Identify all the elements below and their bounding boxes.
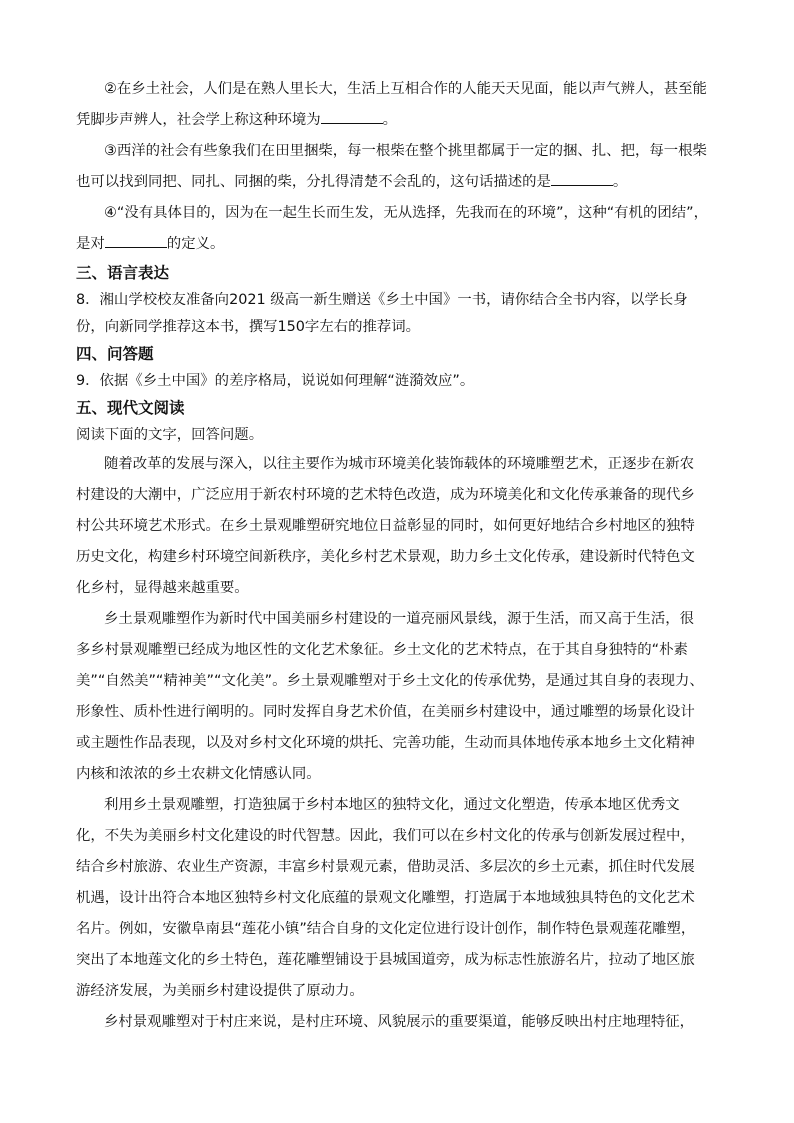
- section-heading: 三、语言表达: [76, 264, 170, 282]
- section-heading: 五、现代文阅读: [76, 399, 185, 417]
- q9-line: 9．依据《乡土中国》的差序格局，说说如何理解“涟漪效应”。: [76, 373, 475, 389]
- q7-item3-text: ③西洋的社会有些象我们在田里捆柴，每一根柴在整个挑里都属于一定的捆、扎、把，每一根柴: [104, 143, 707, 159]
- answer-blank[interactable]: [321, 109, 383, 124]
- paragraph-4: [76, 1007, 718, 1038]
- paragraph-2: [76, 604, 718, 790]
- paragraph-line: 村公共环境艺术形式。在乡土景观雕塑研究地位日益彰显的同时，如何更好地结合乡村地区的独特: [76, 518, 695, 534]
- paragraph-line: 或主题性作品表现，以及对乡村文化环境的烘托、完善功能，生动而具体地传承本地乡土文化精神: [76, 735, 695, 751]
- paragraph-line: 名片。例如，安徽阜南县“莲花小镇”结合自身的文化定位进行设计创作，制作特色景观莲花雕塑，: [76, 921, 696, 937]
- paragraph-line: 历史文化，构建乡村环境空间新秩序，美化乡村艺术景观，助力乡土文化传承，建设新时代特色文: [76, 549, 695, 565]
- q7-item4-line1: [76, 198, 718, 229]
- paragraph-line: 化乡村，显得越来越重要。: [76, 580, 249, 596]
- paragraph-line: 突出了本地莲文化的乡土特色，莲花雕塑铺设于县城国道旁，成为标志性旅游名片，拉动了地区旅: [76, 952, 695, 968]
- q8-line1: 8．湘山学校校友准备向2021 级高一新生赠送《乡土中国》一书，请你结合全书内容，以学长身: [76, 292, 688, 308]
- q7-item3-line1: [76, 136, 718, 167]
- document-page: [76, 74, 718, 1038]
- paragraph-line: 村建设的大潮中，广泛应用于新农村环境的艺术特色改造，成为环境美化和文化传承兼备的现代乡: [76, 487, 695, 503]
- answer-blank[interactable]: [105, 233, 167, 248]
- q7-item4-post: 的定义。: [166, 236, 225, 252]
- paragraph-line: 内核和浓浓的乡土农耕文化情感认同。: [76, 766, 321, 782]
- paragraph-3: [76, 790, 718, 1007]
- paragraph-line: 形象性、质朴性进行阐明的。同时发挥自身艺术价值，在美丽乡村建设中，通过雕塑的场景化设计: [76, 704, 695, 720]
- paragraph-line: 化，不失为美丽乡村文化建设的时代智慧。因此，我们可以在乡村文化的传承与创新发展过程中，: [76, 828, 695, 844]
- answer-blank[interactable]: [551, 171, 613, 186]
- q7-item2-line2: [76, 105, 718, 136]
- paragraph-line: 结合乡村旅游、农业生产资源，丰富乡村景观元素，借助灵活、多层次的乡土元素，抓住时代发展: [76, 859, 695, 875]
- q7-item3-line2: [76, 167, 718, 198]
- paragraph-line: 机遇，设计出符合本地区独特乡村文化底蕴的景观文化雕塑，打造属于本地域独具特色的文化艺术: [76, 890, 695, 906]
- paragraph-1: [76, 449, 718, 604]
- paragraph-line: 游经济发展，为美丽乡村建设提供了原动力。: [76, 983, 364, 999]
- paragraph-line: 利用乡土景观雕塑，打造独属于乡村本地区的独特文化，通过文化塑造，传承本地区优秀文: [104, 797, 680, 813]
- q7-item2-text-cont: 凭脚步声辨人，社会学上称这种环境为: [76, 112, 321, 128]
- q7-item4-pre: 是对: [76, 236, 105, 252]
- section-heading: 四、问答题: [76, 345, 154, 363]
- paragraph-line: 乡村景观雕塑对于村庄来说，是村庄环境、风貌展示的重要渠道，能够反映出村庄地理特征，: [104, 1014, 695, 1030]
- paragraph-line: 美”“自然美”“精神美”“文化美”。乡土景观雕塑对于乡土文化的传承优势，是通过其自身的表现力、: [76, 673, 704, 689]
- q7-item4-line2: [76, 229, 718, 260]
- q7-item2-end: 。: [382, 112, 398, 128]
- q7-item3-end: 。: [612, 174, 628, 190]
- q8-line2: 份，向新同学推荐这本书，撰写150字左右的推荐词。: [76, 319, 421, 335]
- paragraph-line: 乡土景观雕塑作为新时代中国美丽乡村建设的一道亮丽风景线，源于生活，而又高于生活，很: [104, 611, 695, 627]
- q7-item4-text: ④“没有具体目的，因为在一起生长而生发，无从选择，先我而在的环境”，这种“有机的团结”，: [104, 205, 708, 221]
- q7-item2-line1: [76, 74, 718, 105]
- q7-item2-text: ②在乡土社会，人们是在熟人里长大，生活上互相合作的人能天天见面，能以声气辨人，甚至能: [104, 81, 707, 97]
- paragraph-line: 随着改革的发展与深入，以往主要作为城市环境美化装饰载体的环境雕塑艺术，正逐步在新农: [104, 456, 695, 472]
- paragraph-line: 多乡村景观雕塑已经成为地区性的文化艺术象征。乡土文化的艺术特点，在于其自身独特的“朴素: [76, 642, 688, 658]
- q7-item3-text-cont: 也可以找到同把、同扎、同捆的柴，分扎得清楚不会乱的，这句话描述的是: [76, 174, 551, 190]
- reading-instruction: 阅读下面的文字，回答问题。: [76, 427, 264, 443]
